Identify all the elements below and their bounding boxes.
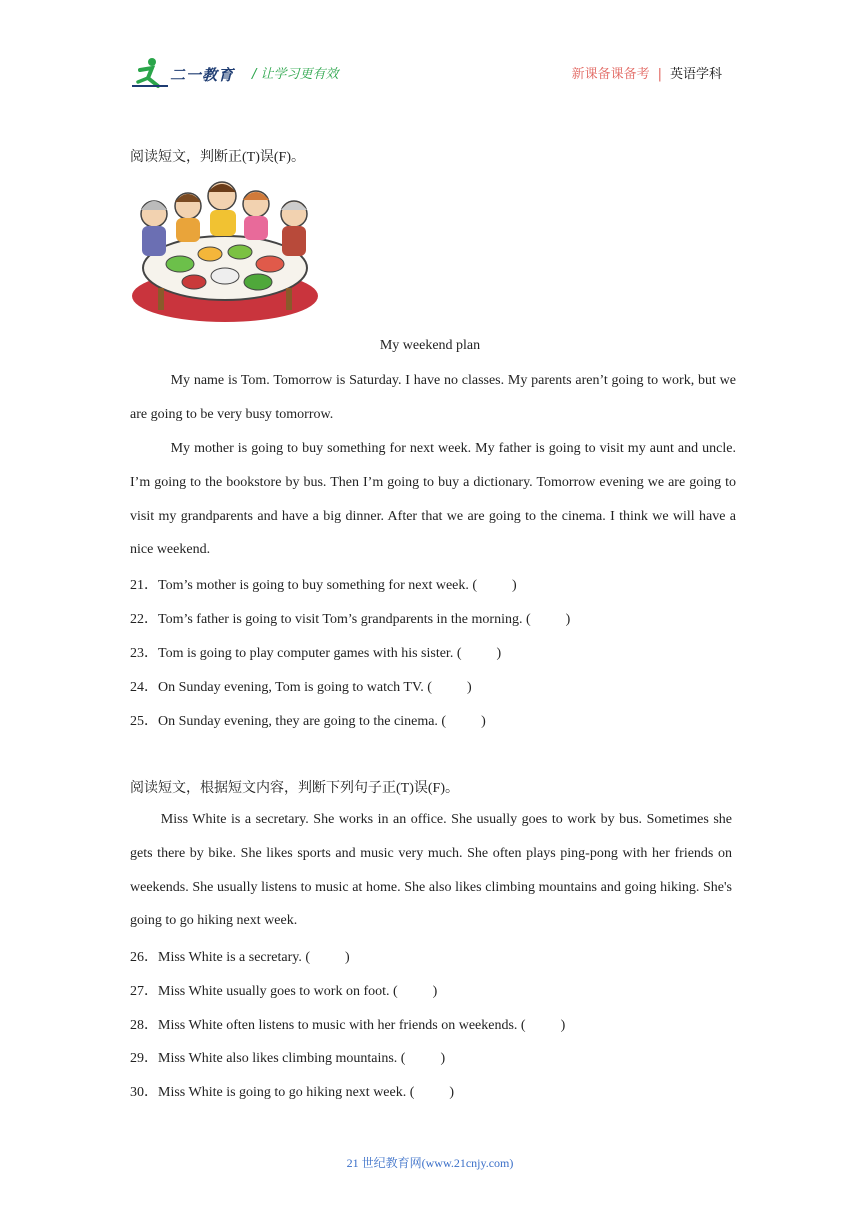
family-dinner-illustration xyxy=(130,178,320,324)
question-26: 26．Miss White is a secretary. ( ) xyxy=(130,950,350,965)
question-28: 28．Miss White often listens to music with her friends on weekends. ( ) xyxy=(130,1018,566,1033)
slogan-text: 让学习更有效 xyxy=(260,67,339,82)
header-separator: | xyxy=(657,67,662,82)
question-21: 21．Tom’s mother is going to buy something for next week. ( ) xyxy=(130,578,517,593)
runner-logo-icon xyxy=(130,56,170,90)
question-30: 30．Miss White is going to go hiking next week. ( ) xyxy=(130,1085,455,1100)
question-23: 23．Tom is going to play computer games with his sister. ( ) xyxy=(130,646,502,661)
passage-paragraph-2: My mother is going to buy something for next week. My father is going to visit my aunt and uncle. I’m going to the bookstore by bus. Then I’m going to buy a dictionary. Tomorrow evening we are going to visit my grandparents and have a big dinner. After that we are going to the cinema. I think we will have a nice weekend. xyxy=(130,441,736,558)
section1-instruction: 阅读短文，判断正(T)误(F)。 xyxy=(130,150,305,165)
question-22: 22．Tom’s father is going to visit Tom’s grandparents in the morning. ( ) xyxy=(130,612,571,627)
passage-title: My weekend plan xyxy=(379,338,481,353)
question-25: 25．On Sunday evening, they are going to the cinema. ( ) xyxy=(130,714,486,729)
header-subject xyxy=(572,63,722,82)
header-tagline: 新课备课备考 xyxy=(571,67,650,82)
question-27: 27．Miss White usually goes to work on foot. ( ) xyxy=(130,984,438,999)
passage-paragraph-1: My name is Tom. Tomorrow is Saturday. I have no classes. My parents aren’t going to work, but we are going to be very busy tomorrow. xyxy=(130,373,736,422)
section2-paragraph: Miss White is a secretary. She works in an office. She usually goes to work by bus. Sometimes she gets there by bike. She likes sports and music very much. She often plays ping-pong with her friends on weekends. She usually listens to music at home. She also likes climbing mountains and going hiking. She's going to go hiking next week. xyxy=(130,812,732,929)
question-29: 29．Miss White also likes climbing mountains. ( ) xyxy=(130,1051,446,1066)
brand-logo xyxy=(130,56,242,90)
page-footer: 21 世纪教育网(www.21cnjy.com) xyxy=(346,1156,514,1170)
header-slogan: / 让学习更有效 xyxy=(252,67,339,82)
section2-instruction: 阅读短文，根据短文内容，判断下列句子正(T)误(F)。 xyxy=(130,781,459,796)
logo-text: 二一教育 xyxy=(170,66,235,84)
header-subject-label: 英语学科 xyxy=(669,67,722,82)
question-24: 24．On Sunday evening, Tom is going to watch TV. ( ) xyxy=(130,680,472,695)
page-header xyxy=(130,56,730,90)
